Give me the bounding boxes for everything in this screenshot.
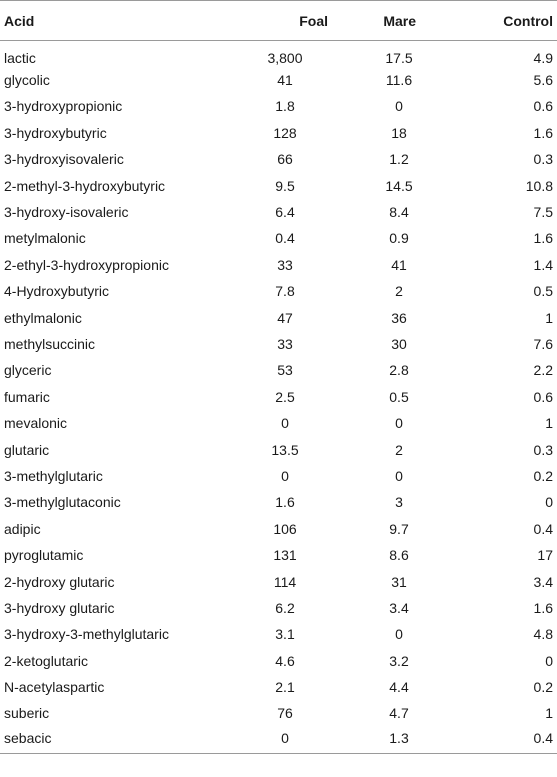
cell-control: 0.4 — [456, 727, 557, 753]
cell-acid: lactic — [4, 49, 36, 66]
table-body — [0, 41, 557, 754]
cell-control: 0.2 — [533, 679, 553, 696]
cell-acid: 3-hydroxy glutaric — [4, 599, 115, 616]
cell-acid: 2-methyl-3-hydroxybutyric — [4, 177, 166, 194]
cell-mare: 11.6 — [385, 72, 413, 89]
cell-control: 1.4 — [533, 256, 553, 273]
cell-acid: glyceric — [4, 362, 52, 379]
table-row — [0, 595, 557, 621]
cell-control: 0.2 — [533, 467, 553, 484]
cell-acid: 3-hydroxybutyric — [4, 124, 107, 141]
cell-control: 4.8 — [533, 626, 553, 643]
cell-control: 0 — [545, 494, 553, 511]
cell-foal: 1.6 — [275, 494, 295, 511]
cell-foal: 13.5 — [271, 441, 299, 458]
cell-foal: 47 — [277, 309, 293, 326]
table-row — [0, 727, 557, 753]
cell-acid: 3-hydroxy-3-methylglutaric — [4, 626, 169, 643]
cell-foal: 4.6 — [275, 652, 295, 669]
table-row — [0, 67, 557, 93]
cell-acid: 3-methylglutaric — [4, 467, 103, 484]
cell-control: 0.3 — [533, 151, 553, 168]
cell-control: 1 — [545, 705, 553, 722]
cell-control: 1 — [545, 415, 553, 432]
cell-foal: 66 — [277, 151, 293, 168]
table-row — [0, 199, 557, 225]
cell-foal: 7.8 — [275, 283, 295, 300]
cell-control: 2.2 — [533, 362, 553, 379]
cell-foal: 9.5 — [275, 177, 295, 194]
cell-acid: mevalonic — [4, 415, 68, 432]
table-row — [0, 41, 557, 67]
cell-foal: 0 — [228, 727, 342, 753]
cell-acid: 2-hydroxy glutaric — [4, 573, 115, 590]
cell-mare: 9.7 — [389, 520, 409, 537]
table-row — [0, 252, 557, 278]
cell-control: 1.6 — [533, 599, 553, 616]
cell-control: 0 — [545, 652, 553, 669]
cell-foal: 1.8 — [275, 98, 295, 115]
cell-acid: metylmalonic — [4, 230, 86, 247]
cell-control: 10.8 — [525, 177, 553, 194]
table-row — [0, 436, 557, 462]
cell-acid: suberic — [4, 705, 50, 722]
cell-control: 7.5 — [533, 204, 553, 221]
cell-mare: 4.4 — [389, 679, 409, 696]
cell-foal: 33 — [277, 335, 293, 352]
cell-control: 1.6 — [533, 124, 553, 141]
cell-acid: adipic — [4, 520, 41, 537]
cell-mare: 18 — [391, 124, 407, 141]
cell-foal: 6.2 — [275, 599, 295, 616]
cell-foal: 0.4 — [275, 230, 295, 247]
cell-control: 0.5 — [533, 283, 553, 300]
cell-mare: 1.2 — [389, 151, 409, 168]
table-row — [0, 489, 557, 515]
cell-control: 4.9 — [533, 49, 553, 66]
cell-acid: glycolic — [4, 72, 50, 89]
cell-mare: 0 — [395, 98, 403, 115]
cell-acid: 3-methylglutaconic — [4, 494, 121, 511]
cell-control: 0.6 — [533, 98, 553, 115]
cell-acid: 2-ketoglutaric — [4, 652, 89, 669]
cell-mare: 17.5 — [385, 49, 413, 66]
cell-control: 0.3 — [533, 441, 553, 458]
cell-mare: 31 — [391, 573, 407, 590]
cell-mare: 2 — [395, 283, 403, 300]
cell-control: 7.6 — [533, 335, 553, 352]
table-row — [0, 410, 557, 436]
cell-mare: 2 — [395, 441, 403, 458]
cell-acid: N-acetylaspartic — [4, 679, 105, 696]
cell-acid: 3-hydroxypropionic — [4, 98, 123, 115]
cell-acid: ethylmalonic — [4, 309, 82, 326]
header-row — [0, 1, 557, 41]
table-row — [0, 146, 557, 172]
cell-mare: 0.5 — [389, 388, 409, 405]
cell-mare: 8.6 — [389, 547, 409, 564]
cell-mare: 0.9 — [389, 230, 409, 247]
table-row — [0, 278, 557, 304]
cell-foal: 53 — [277, 362, 293, 379]
cell-foal: 76 — [277, 705, 293, 722]
table-row — [0, 516, 557, 542]
cell-mare: 0 — [395, 626, 403, 643]
cell-control: 17 — [537, 547, 553, 564]
cell-foal: 106 — [273, 520, 297, 537]
cell-foal: 3.1 — [275, 626, 295, 643]
cell-mare: 3 — [395, 494, 403, 511]
cell-acid: 3-hydroxyisovaleric — [4, 151, 124, 168]
cell-acid: pyroglutamic — [4, 547, 84, 564]
cell-mare: 3.4 — [389, 599, 409, 616]
cell-acid: sebacic — [0, 727, 228, 753]
cell-foal: 0 — [281, 467, 289, 484]
cell-acid: 2-ethyl-3-hydroxypropionic — [4, 256, 169, 273]
table-row — [0, 93, 557, 119]
table-header — [0, 1, 557, 41]
table-row — [0, 647, 557, 673]
table-row — [0, 331, 557, 357]
table-row — [0, 463, 557, 489]
table-row — [0, 357, 557, 383]
cell-mare: 41 — [391, 256, 407, 273]
cell-control: 5.6 — [533, 72, 553, 89]
table-row — [0, 120, 557, 146]
table-row — [0, 384, 557, 410]
column-header-foal: Foal — [228, 1, 342, 41]
cell-control: 1.6 — [533, 230, 553, 247]
cell-mare: 4.7 — [389, 705, 409, 722]
cell-acid: glutaric — [4, 441, 50, 458]
cell-acid: 4-Hydroxybutyric — [4, 283, 110, 300]
cell-foal: 128 — [273, 124, 297, 141]
table-row — [0, 172, 557, 198]
cell-control: 0.6 — [533, 388, 553, 405]
cell-mare: 30 — [391, 335, 407, 352]
cell-foal: 114 — [273, 573, 297, 590]
column-header-acid: Acid — [0, 1, 228, 41]
cell-acid: fumaric — [4, 388, 50, 405]
cell-mare: 8.4 — [389, 204, 409, 221]
table-row — [0, 621, 557, 647]
cell-mare: 36 — [391, 309, 407, 326]
table-row — [0, 568, 557, 594]
cell-foal: 41 — [277, 72, 293, 89]
cell-mare: 2.8 — [389, 362, 409, 379]
cell-foal: 2.1 — [275, 679, 295, 696]
column-header-control: Control — [456, 1, 557, 41]
cell-acid: methylsuccinic — [4, 335, 96, 352]
cell-mare: 1.3 — [342, 727, 456, 753]
cell-control: 0.4 — [533, 520, 553, 537]
cell-control: 3.4 — [533, 573, 553, 590]
cell-foal: 2.5 — [275, 388, 295, 405]
cell-control: 1 — [545, 309, 553, 326]
cell-acid: 3-hydroxy-isovaleric — [4, 204, 129, 221]
cell-foal: 33 — [277, 256, 293, 273]
cell-mare: 0 — [395, 415, 403, 432]
cell-foal: 0 — [281, 415, 289, 432]
cell-mare: 0 — [395, 467, 403, 484]
cell-mare: 14.5 — [385, 177, 413, 194]
table-row — [0, 225, 557, 251]
cell-foal: 131 — [273, 547, 297, 564]
table-row — [0, 700, 557, 726]
table-row — [0, 542, 557, 568]
column-header-mare: Mare — [342, 1, 456, 41]
table-row — [0, 674, 557, 700]
cell-mare: 3.2 — [389, 652, 409, 669]
cell-foal: 3,800 — [267, 49, 303, 66]
cell-foal: 6.4 — [275, 204, 295, 221]
table-row — [0, 304, 557, 330]
